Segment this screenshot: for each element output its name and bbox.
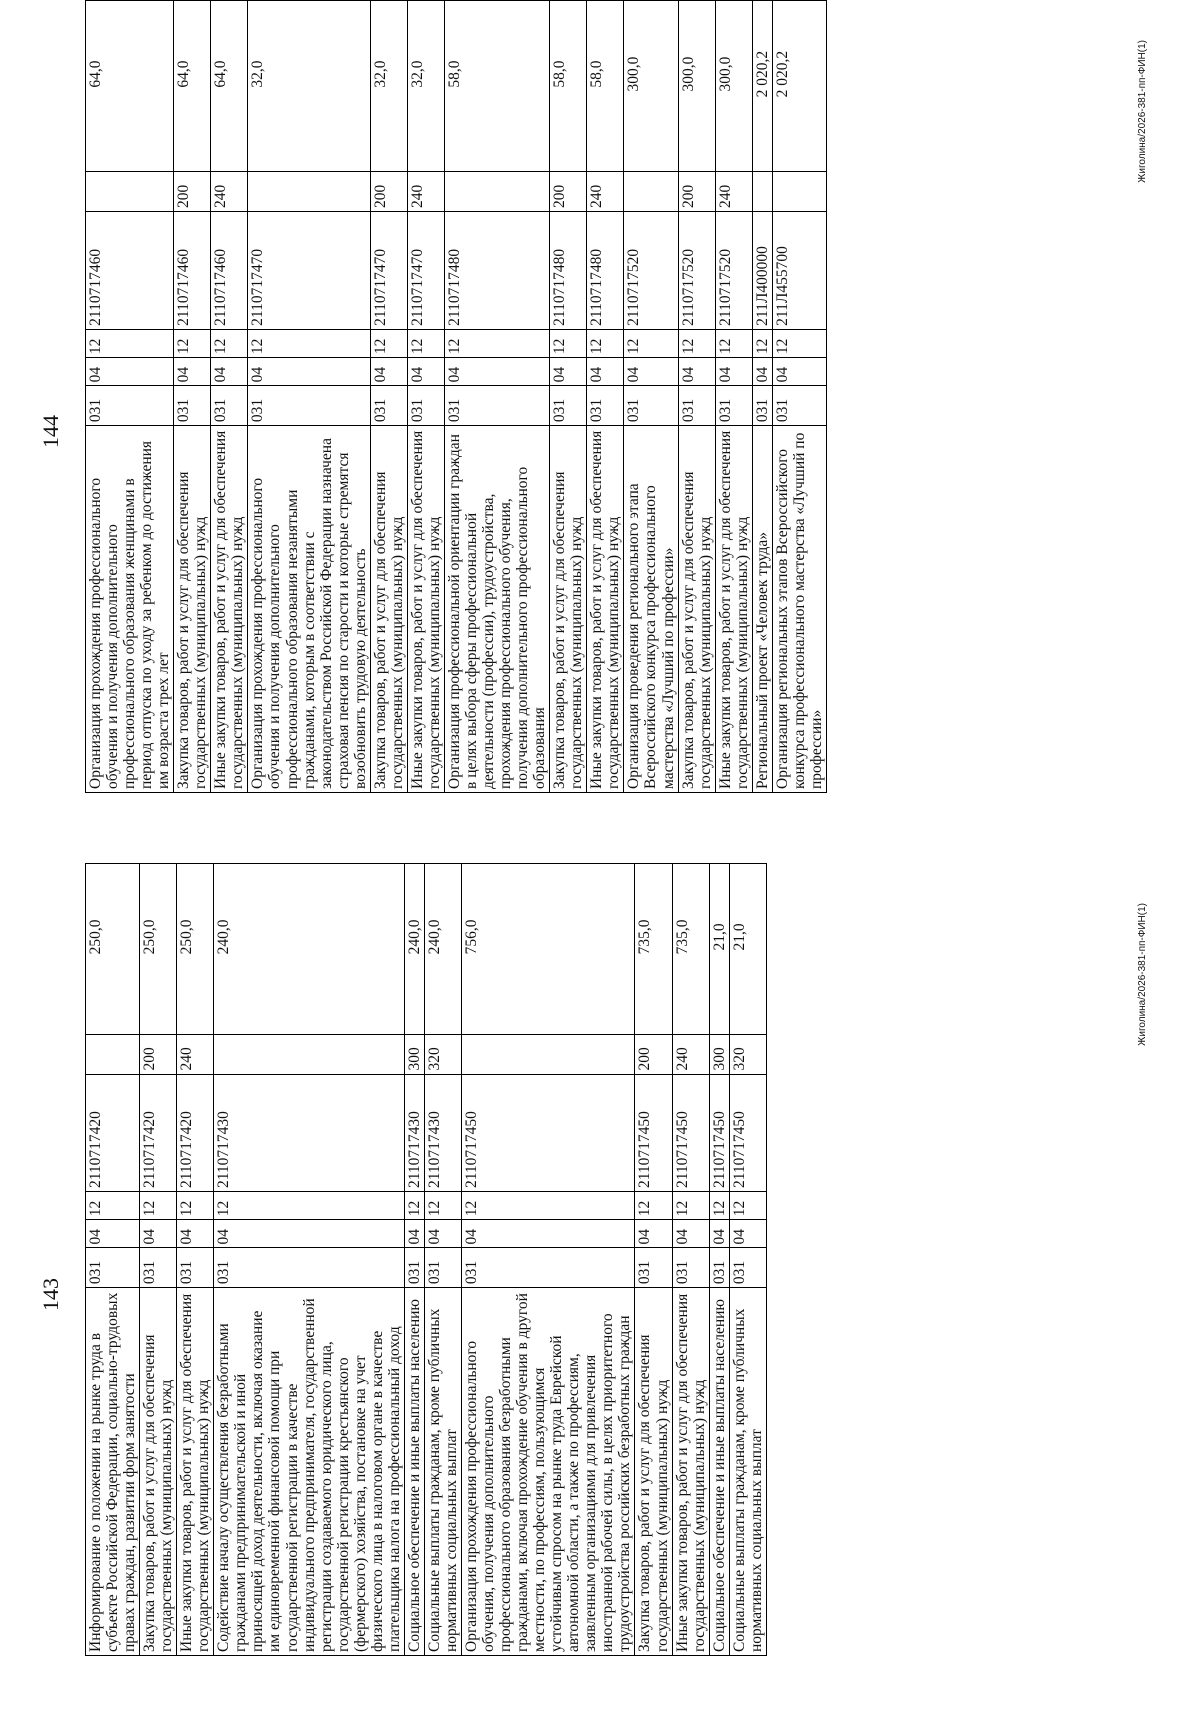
cell-amount: 735,0	[635, 864, 672, 1035]
cell-code: 211Л455700	[772, 211, 826, 329]
cell-code: 04	[587, 358, 624, 386]
cell-code: 031	[174, 386, 211, 426]
cell-code: 12	[370, 329, 407, 357]
cell-code: 04	[715, 358, 752, 386]
cell-amount: 2 020,2	[772, 1, 826, 172]
cell-amount: 2 020,2	[752, 1, 772, 172]
cell-code: 04	[214, 1220, 405, 1248]
table-row	[86, 1, 174, 793]
cell-code: 12	[715, 329, 752, 357]
cell-code: 12	[587, 329, 624, 357]
table-row	[587, 1, 624, 793]
cell-amount: 240,0	[404, 864, 424, 1035]
cell-code: 2110717460	[86, 211, 174, 329]
table-row	[370, 1, 407, 793]
cell-code: 2110717520	[715, 211, 752, 329]
cell-code: 04	[86, 358, 174, 386]
cell-code: 12	[86, 329, 174, 357]
cell-name: Социальные выплаты гражданам, кроме публичных нормативных социальных выплат	[729, 1288, 766, 1656]
cell-code: 12	[672, 1192, 709, 1220]
document-footer: Жиголина/2026-381-пп-ФИН(1)	[1137, 40, 1148, 183]
cell-code: 2110717450	[729, 1074, 766, 1191]
cell-name: Закупка товаров, работ и услуг для обеспечения государственных (муниципальных) нужд	[678, 426, 715, 793]
cell-code: 12	[624, 329, 678, 357]
table-row	[211, 1, 248, 793]
table-row	[752, 1, 772, 793]
cell-code: 12	[709, 1192, 729, 1220]
cell-code: 031	[709, 1248, 729, 1288]
cell-code: 031	[624, 386, 678, 426]
cell-code: 12	[140, 1192, 177, 1220]
cell-code: 240	[715, 172, 752, 212]
cell-name: Содействие началу осуществления безработными гражданами предпринимательской и иной приносящей доход деятельности, включая оказание им единовременной финансовой помощи при государственной регистрации в качестве индивидуального предпринимателя, государственной регистрации создаваемого юридического лица, государственной регистрации крестьянского (фермерского) хозяйства, постановке на учет физического лица в налоговом органе в качестве плательщика налога на профессиональный доход	[214, 1288, 405, 1656]
cell-amount: 240,0	[214, 864, 405, 1035]
cell-name: Иные закупки товаров, работ и услуг для обеспечения государственных (муниципальных) нужд	[211, 426, 248, 793]
cell-code: 12	[550, 329, 587, 357]
cell-code	[444, 172, 549, 212]
cell-amount: 240,0	[424, 864, 461, 1035]
cell-code: 200	[678, 172, 715, 212]
table-row	[86, 864, 140, 1656]
cell-code: 211Л400000	[752, 211, 772, 329]
cell-code: 031	[404, 1248, 424, 1288]
cell-code: 031	[211, 386, 248, 426]
cell-code: 04	[635, 1220, 672, 1248]
cell-code: 04	[772, 358, 826, 386]
cell-code	[248, 172, 370, 212]
table-row	[444, 1, 549, 793]
cell-amount: 250,0	[140, 864, 177, 1035]
cell-code: 031	[587, 386, 624, 426]
cell-code: 2110717430	[424, 1074, 461, 1191]
table-row	[248, 1, 370, 793]
cell-code: 12	[86, 1192, 140, 1220]
cell-code: 04	[461, 1220, 634, 1248]
cell-code: 04	[248, 358, 370, 386]
cell-code: 031	[140, 1248, 177, 1288]
cell-code: 200	[550, 172, 587, 212]
table-row	[550, 1, 587, 793]
cell-name: Информирование о положении на рынке труда в субъекте Российской Федерации, социально-трудовых правах граждан, развитии форм занятости	[86, 1288, 140, 1656]
page-143	[0, 863, 1200, 1726]
cell-code: 2110717450	[709, 1074, 729, 1191]
cell-code: 04	[407, 358, 444, 386]
cell-name: Иные закупки товаров, работ и услуг для обеспечения государственных (муниципальных) нужд	[672, 1288, 709, 1656]
cell-code: 031	[672, 1248, 709, 1288]
cell-code: 04	[174, 358, 211, 386]
cell-code: 2110717420	[86, 1074, 140, 1191]
cell-amount: 64,0	[86, 1, 174, 172]
cell-code: 031	[86, 1248, 140, 1288]
cell-code: 04	[211, 358, 248, 386]
cell-name: Организация проведения регионального этапа Всероссийского конкурса профессионального мастерства «Лучший по профессии»	[624, 426, 678, 793]
cell-amount: 58,0	[587, 1, 624, 172]
cell-amount: 250,0	[177, 864, 214, 1035]
table-row	[177, 864, 214, 1656]
cell-name: Организация профессиональной ориентации граждан в целях выбора сферы профессиональной деятельности (профессии), трудоустройства, прохождения профессионального обучения, получения дополнительного профессионального образования	[444, 426, 549, 793]
table-row	[140, 864, 177, 1656]
cell-code: 12	[211, 329, 248, 357]
cell-code: 12	[752, 329, 772, 357]
cell-name: Закупка товаров, работ и услуг для обеспечения государственных (муниципальных) нужд	[174, 426, 211, 793]
cell-code: 320	[729, 1034, 766, 1074]
cell-code: 2110717420	[177, 1074, 214, 1191]
cell-name: Закупка товаров, работ и услуг для обеспечения государственных (муниципальных) нужд	[140, 1288, 177, 1656]
cell-code: 031	[461, 1248, 634, 1288]
cell-code: 2110717520	[678, 211, 715, 329]
cell-name: Региональный проект «Человек труда»	[752, 426, 772, 793]
cell-name: Социальное обеспечение и иные выплаты населению	[709, 1288, 729, 1656]
cell-name: Иные закупки товаров, работ и услуг для обеспечения государственных (муниципальных) нужд	[715, 426, 752, 793]
table-row	[772, 1, 826, 793]
cell-code: 2110717460	[211, 211, 248, 329]
table-row	[407, 1, 444, 793]
cell-name: Организация прохождения профессионального обучения и получения дополнительного профессионального образования незанятыми гражданами, которым в соответствии с законодательством Российской Федерации назначена страховая пенсия по старости и которые стремятся возобновить трудовую деятельность	[248, 426, 370, 793]
cell-code: 04	[444, 358, 549, 386]
cell-code: 2110717470	[248, 211, 370, 329]
cell-code: 240	[211, 172, 248, 212]
table-row	[635, 864, 672, 1656]
cell-code: 2110717420	[140, 1074, 177, 1191]
table-row	[672, 864, 709, 1656]
table-row	[214, 864, 405, 1656]
cell-code	[752, 172, 772, 212]
cell-code: 031	[177, 1248, 214, 1288]
page-number: 144	[38, 415, 63, 448]
cell-amount: 250,0	[86, 864, 140, 1035]
cell-code	[86, 172, 174, 212]
table-row	[709, 864, 729, 1656]
cell-code: 04	[370, 358, 407, 386]
cell-code: 12	[177, 1192, 214, 1220]
cell-code: 031	[444, 386, 549, 426]
cell-code: 04	[424, 1220, 461, 1248]
cell-amount: 300,0	[715, 1, 752, 172]
cell-name: Организация региональных этапов Всероссийского конкурса профессионального мастерства «Лучший по профессии»	[772, 426, 826, 793]
cell-code: 04	[140, 1220, 177, 1248]
cell-code	[214, 1034, 405, 1074]
cell-code: 04	[709, 1220, 729, 1248]
cell-code: 240	[587, 172, 624, 212]
cell-name: Иные закупки товаров, работ и услуг для обеспечения государственных (муниципальных) нужд	[587, 426, 624, 793]
table-row	[174, 1, 211, 793]
cell-code: 04	[678, 358, 715, 386]
cell-amount: 64,0	[211, 1, 248, 172]
table-row	[715, 1, 752, 793]
cell-code: 2110717520	[624, 211, 678, 329]
cell-code: 200	[174, 172, 211, 212]
cell-amount: 735,0	[672, 864, 709, 1035]
cell-code: 031	[248, 386, 370, 426]
cell-code: 2110717480	[550, 211, 587, 329]
cell-name: Социальные выплаты гражданам, кроме публичных нормативных социальных выплат	[424, 1288, 461, 1656]
cell-code: 12	[444, 329, 549, 357]
cell-code: 2110717460	[174, 211, 211, 329]
cell-name: Иные закупки товаров, работ и услуг для обеспечения государственных (муниципальных) нужд	[407, 426, 444, 793]
cell-code: 04	[550, 358, 587, 386]
cell-amount: 32,0	[407, 1, 444, 172]
cell-code: 2110717450	[461, 1074, 634, 1191]
cell-code: 04	[729, 1220, 766, 1248]
cell-code: 031	[772, 386, 826, 426]
cell-code: 200	[370, 172, 407, 212]
cell-code: 031	[550, 386, 587, 426]
cell-code: 12	[729, 1192, 766, 1220]
cell-code: 2110717470	[407, 211, 444, 329]
cell-amount: 32,0	[248, 1, 370, 172]
cell-code: 031	[729, 1248, 766, 1288]
table-row	[461, 864, 634, 1656]
cell-name: Иные закупки товаров, работ и услуг для обеспечения государственных (муниципальных) нужд	[177, 1288, 214, 1656]
table-row	[624, 1, 678, 793]
cell-name: Организация прохождения профессионального обучения, получения дополнительного профессионального образования безработными гражданами, включая прохождение обучения в другой местности, по профессиям, пользующимся устойчивым спросом на рынке труда Еврейской автономной области, а также по профессиям, заявленным организациями для привлечения иностранной рабочей силы, в целях приоритетного трудоустройства российских безработных граждан	[461, 1288, 634, 1656]
cell-code: 240	[672, 1034, 709, 1074]
table-row	[404, 864, 424, 1656]
cell-code: 2110717480	[587, 211, 624, 329]
cell-code: 12	[635, 1192, 672, 1220]
cell-amount: 58,0	[444, 1, 549, 172]
cell-code: 04	[177, 1220, 214, 1248]
cell-code: 300	[404, 1034, 424, 1074]
cell-code: 300	[709, 1034, 729, 1074]
table-row	[729, 864, 766, 1656]
budget-table	[85, 0, 827, 793]
cell-code: 031	[370, 386, 407, 426]
cell-code: 031	[424, 1248, 461, 1288]
cell-amount: 300,0	[678, 1, 715, 172]
cell-code: 200	[140, 1034, 177, 1074]
cell-amount: 21,0	[729, 864, 766, 1035]
cell-code: 12	[214, 1192, 405, 1220]
cell-amount: 64,0	[174, 1, 211, 172]
page-number: 143	[38, 1278, 63, 1311]
cell-name: Социальное обеспечение и иные выплаты населению	[404, 1288, 424, 1656]
cell-code: 12	[174, 329, 211, 357]
cell-code: 200	[635, 1034, 672, 1074]
cell-code: 2110717480	[444, 211, 549, 329]
cell-code	[86, 1034, 140, 1074]
cell-code: 12	[772, 329, 826, 357]
cell-code: 12	[424, 1192, 461, 1220]
cell-code: 12	[407, 329, 444, 357]
cell-code: 240	[407, 172, 444, 212]
cell-code: 04	[404, 1220, 424, 1248]
cell-code: 04	[86, 1220, 140, 1248]
cell-code: 031	[678, 386, 715, 426]
cell-code: 031	[752, 386, 772, 426]
cell-code: 2110717430	[404, 1074, 424, 1191]
table-row	[424, 864, 461, 1656]
cell-code: 04	[624, 358, 678, 386]
cell-amount: 32,0	[370, 1, 407, 172]
cell-code: 031	[86, 386, 174, 426]
cell-code: 2110717450	[635, 1074, 672, 1191]
cell-code: 2110717430	[214, 1074, 405, 1191]
cell-code: 031	[715, 386, 752, 426]
cell-code: 12	[461, 1192, 634, 1220]
cell-amount: 300,0	[624, 1, 678, 172]
cell-name: Организация прохождения профессионального обучения и получения дополнительного профессионального образования женщинами в период отпуска по уходу за ребенком до достижения им возраста трех лет	[86, 426, 174, 793]
cell-code: 12	[248, 329, 370, 357]
cell-amount: 756,0	[461, 864, 634, 1035]
cell-code: 04	[752, 358, 772, 386]
budget-table	[85, 863, 767, 1656]
cell-code: 12	[678, 329, 715, 357]
cell-name: Закупка товаров, работ и услуг для обеспечения государственных (муниципальных) нужд	[370, 426, 407, 793]
cell-code: 031	[635, 1248, 672, 1288]
cell-code: 240	[177, 1034, 214, 1074]
cell-code: 320	[424, 1034, 461, 1074]
cell-code: 12	[404, 1192, 424, 1220]
document-footer: Жиголина/2026-381-пп-ФИН(1)	[1137, 903, 1148, 1046]
table-row	[678, 1, 715, 793]
cell-code: 031	[407, 386, 444, 426]
cell-code: 031	[214, 1248, 405, 1288]
cell-name: Закупка товаров, работ и услуг для обеспечения государственных (муниципальных) нужд	[550, 426, 587, 793]
cell-name: Закупка товаров, работ и услуг для обеспечения государственных (муниципальных) нужд	[635, 1288, 672, 1656]
cell-code: 2110717450	[672, 1074, 709, 1191]
cell-code	[624, 172, 678, 212]
cell-amount: 21,0	[709, 864, 729, 1035]
cell-amount: 58,0	[550, 1, 587, 172]
cell-code	[772, 172, 826, 212]
cell-code	[461, 1034, 634, 1074]
cell-code: 04	[672, 1220, 709, 1248]
cell-code: 2110717470	[370, 211, 407, 329]
